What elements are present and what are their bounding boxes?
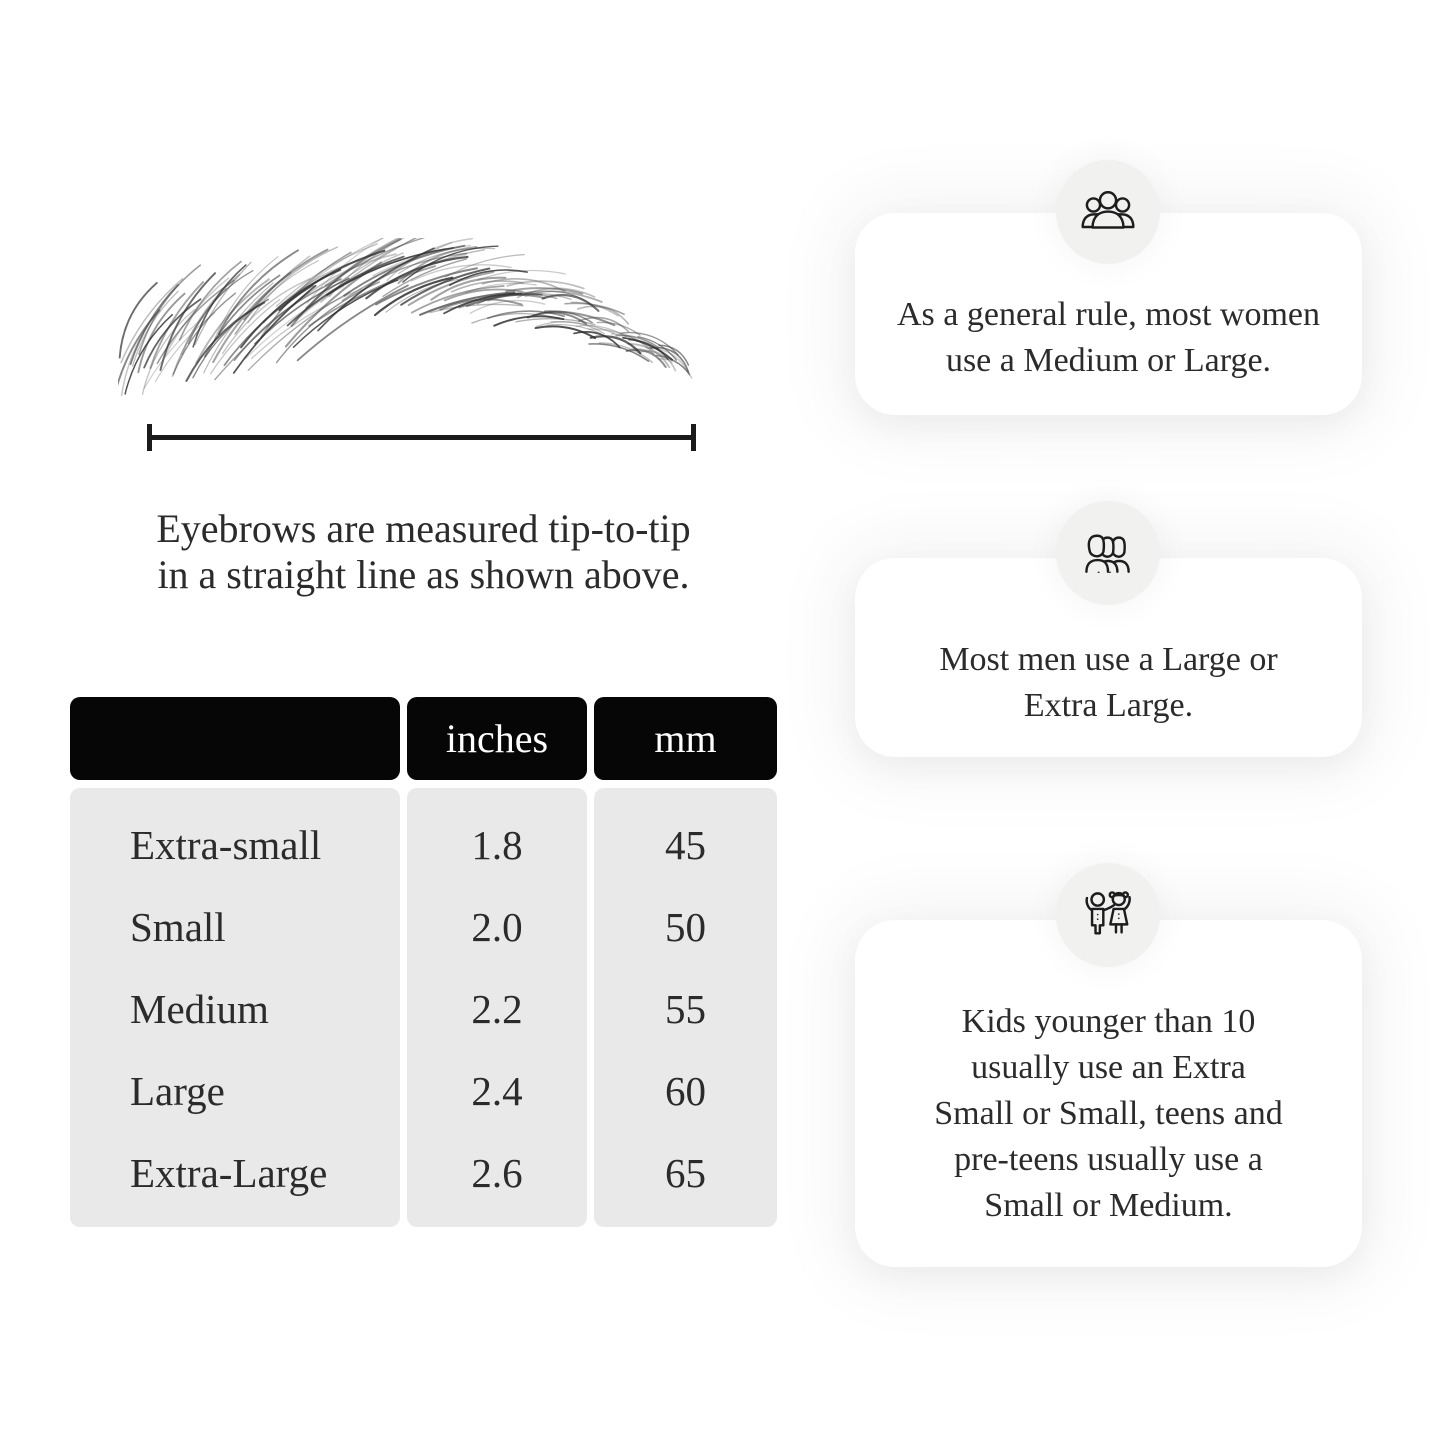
men-group-icon xyxy=(1078,523,1138,583)
card-text-line: usually use an Extra xyxy=(971,1049,1246,1086)
ruler-right-tick xyxy=(691,424,696,451)
kids-rule-text xyxy=(855,999,1362,1229)
ruler-line xyxy=(147,435,696,440)
table-row-label: Extra-small xyxy=(130,822,322,868)
kids-icon xyxy=(1078,885,1138,945)
header-cell-blank xyxy=(70,697,400,780)
table-cell-mm: 55 xyxy=(665,986,706,1032)
card-text-line: Extra Large. xyxy=(1023,687,1194,724)
table-cell-mm: 60 xyxy=(665,1068,706,1114)
header-cell-mm: mm xyxy=(594,697,777,780)
card-text-line: Small or Medium. xyxy=(984,1187,1233,1224)
size-label-column xyxy=(70,788,400,1227)
table-cell-inches: 1.8 xyxy=(471,822,523,868)
mm-column xyxy=(594,788,777,1227)
women-rule-text xyxy=(855,292,1362,384)
size-table-header xyxy=(70,697,777,780)
card-text-line: Kids younger than 10 xyxy=(961,1003,1256,1040)
eyebrow-illustration xyxy=(118,238,702,396)
measurement-line xyxy=(147,424,696,451)
men-group-badge xyxy=(1056,501,1160,605)
card-text-line: Small or Small, teens and xyxy=(934,1095,1283,1132)
women-group-icon xyxy=(1078,182,1138,242)
kids-rule-card xyxy=(855,920,1362,1267)
table-cell-inches: 2.6 xyxy=(471,1150,523,1196)
measurement-caption xyxy=(70,506,777,598)
caption-line-2: in a straight line as shown above. xyxy=(157,552,690,597)
size-table xyxy=(70,697,777,1227)
card-text-line: pre-teens usually use a xyxy=(954,1141,1263,1178)
header-cell-inches: inches xyxy=(407,697,587,780)
table-cell-mm: 45 xyxy=(665,822,706,868)
kids-badge xyxy=(1056,863,1160,967)
table-row-label: Medium xyxy=(130,986,269,1032)
table-row-label: Large xyxy=(130,1068,225,1114)
inches-column xyxy=(407,788,587,1227)
card-text-line: As a general rule, most women xyxy=(897,296,1320,333)
men-rule-text xyxy=(855,637,1362,729)
table-cell-mm: 50 xyxy=(665,904,706,950)
table-row-label: Small xyxy=(130,904,226,950)
table-cell-inches: 2.0 xyxy=(471,904,523,950)
table-cell-inches: 2.4 xyxy=(471,1068,523,1114)
table-cell-mm: 65 xyxy=(665,1150,706,1196)
card-text-line: use a Medium or Large. xyxy=(945,342,1272,379)
card-text-line: Most men use a Large or xyxy=(939,641,1278,678)
table-cell-inches: 2.2 xyxy=(471,986,523,1032)
size-table-body xyxy=(70,788,777,1227)
women-group-badge xyxy=(1056,160,1160,264)
table-row-label: Extra-Large xyxy=(130,1150,328,1196)
eyebrow-hairs-icon xyxy=(118,238,702,396)
caption-line-1: Eyebrows are measured tip-to-tip xyxy=(156,506,691,551)
